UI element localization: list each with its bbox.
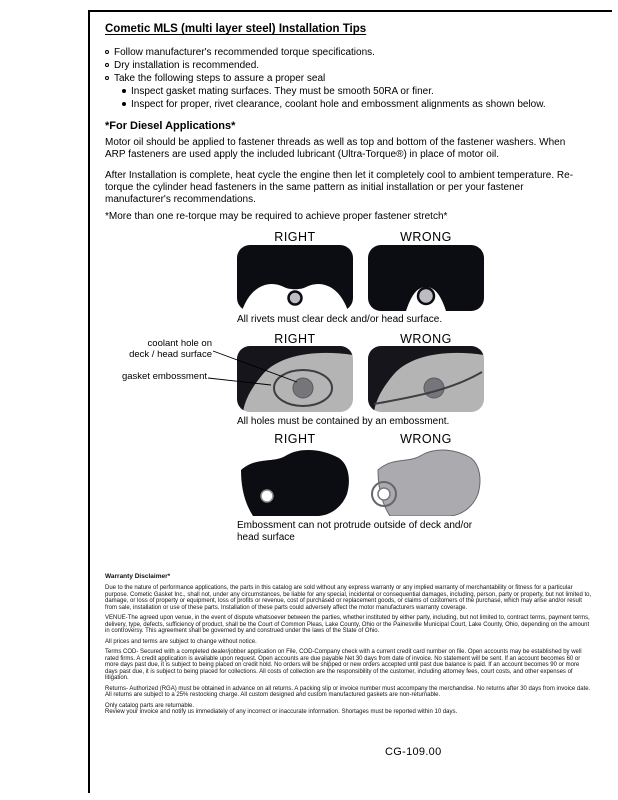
tip-text: Take the following steps to assure a proper seal <box>114 73 326 84</box>
hollow-bullet-icon <box>105 50 109 54</box>
embossment-right-diagram <box>237 446 353 516</box>
disclaimer-paragraph: Only catalog parts are returnable. <box>105 702 195 709</box>
hollow-bullet-icon <box>105 63 109 67</box>
callout-text: coolant hole on <box>147 338 212 349</box>
callout-leader-lines <box>105 230 602 548</box>
right-label: RIGHT <box>274 332 316 346</box>
list-item <box>105 59 602 72</box>
tip-text: Dry installation is recommended. <box>114 60 260 71</box>
diagram-caption: All holes must be contained by an embossment. <box>237 416 450 427</box>
list-sub-item <box>122 85 602 98</box>
list-item <box>105 46 602 59</box>
diagram-section <box>105 230 602 548</box>
diesel-applications-heading: *For Diesel Applications* <box>105 120 236 132</box>
disclaimer-paragraph: VENUE-The agreed upon venue, in the event of dispute whatsoever between the parties, whether instituted by either party, including, but not limited to, contract terms, payment terms, delivery, type, defects, sufficiency of product, shall be the Court of Common Pleas, Lake County, Ohio or the Painesville Municipal Court, Lake County, Ohio, depending on the amount in controversy. This agreement shall be governed by and construed under the laws of the State of Ohio. <box>105 615 590 634</box>
wrong-label: WRONG <box>400 432 452 446</box>
rivet-clearance-wrong-diagram <box>368 245 484 311</box>
coolant-hole-callout <box>115 339 212 360</box>
disclaimer-paragraph: Terms COD- Secured with a completed dealer/jobber application on File, COD-Company check with a current credit card number on file. Open accounts may be established by well rated firms. A credit application is available upon request. Open accounts are due payable Net 30 days from date of invoice. No statement will be sent. If an account becomes 60 or more days past due, it is subject to being placed on credit hold. No orders will be shipped or new orders accepted until past due balance is paid. If an account becomes 90 or more days past due, it is subject to being placed for collections. All costs of collection are the responsibility of the customer, including attorney fees, court costs, and other expenses of litigation. <box>105 649 582 681</box>
bullet-icon <box>122 89 126 93</box>
diesel-paragraph-1: Motor oil should be applied to fastener threads as well as top and bottom of the fastener washers. When ARP fasteners are used apply the included lubricant (Ultra-Torque®) in place of motor oil. <box>105 137 566 160</box>
rivet-clearance-right-diagram <box>237 245 353 311</box>
retorque-note: *More than one re-torque may be required to achieve proper fastener stretch* <box>105 211 448 222</box>
page-number: CG-109.00 <box>385 745 442 758</box>
embossment-wrong-diagram <box>368 446 484 516</box>
diagram-caption: All rivets must clear deck and/or head surface. <box>237 314 443 325</box>
wrong-label: WRONG <box>400 230 452 244</box>
diagram-caption: Embossment can not protrude outside of deck and/or head surface <box>237 520 473 543</box>
tip-text: Follow manufacturer's recommended torque specifications. <box>114 47 375 58</box>
disclaimer-paragraph: Review your invoice and notify us immediately of any incorrect or inaccurate information. Shortages must be reported within 10 days. <box>105 709 458 715</box>
disclaimer-paragraph: Returns- Authorized (RGA) must be obtained in advance on all returns. A packing slip or invoice number must accompany the merchandise. No returns after 30 days from invoice date. All returns are subject to a 25% restocking charge. All custom designed and custom manufactured gaskets are non-returnable. <box>105 685 591 698</box>
warranty-disclaimer <box>105 573 592 716</box>
disclaimer-heading: Warranty Disclaimer* <box>105 573 171 580</box>
gasket-embossment-callout: gasket embossment <box>121 371 207 382</box>
coolant-hole-right-diagram <box>237 346 353 412</box>
list-item <box>105 72 602 85</box>
tip-text: Inspect gasket mating surfaces. They must be smooth 50RA or finer. <box>131 86 434 97</box>
bullet-icon <box>122 102 126 106</box>
hollow-bullet-icon <box>105 76 109 80</box>
coolant-hole-wrong-diagram <box>368 346 484 412</box>
catalog-page-frame <box>88 10 612 793</box>
installation-tips-list <box>105 46 602 111</box>
right-label: RIGHT <box>274 432 316 446</box>
list-sub-item <box>122 98 602 111</box>
tip-text: Inspect for proper, rivet clearance, coolant hole and embossment alignments as shown below. <box>131 99 546 110</box>
page-title: Cometic MLS (multi layer steel) Installation Tips <box>105 23 367 35</box>
diesel-paragraph-2: After Installation is complete, heat cycle the engine then let it completely cool to ambient temperature. Re-torque the cylinder head fasteners in the same pattern as initial installation or per your fastener manufacturer's recommendations. <box>105 170 574 205</box>
disclaimer-paragraph: Due to the nature of performance applications, the parts in this catalog are sold without any express warranty or any implied warranty of merchantability or fitness for a particular purpose. Cometic Gasket Inc., shall not, under any circumstances, be liable for any special, incidental or consequential damages, including, person, party or property, but not limited to, damage, or loss of property or equipment, loss of profits or revenue, cost of purchased or replacement goods, or claims of customers of the purchase, which may arise and/or result from sale, installation or use of these parts. Installation of these parts could adversely affect the motor manufacturers warranty coverage. <box>105 585 592 611</box>
callout-text: deck / head surface <box>129 348 212 360</box>
right-label: RIGHT <box>274 230 316 244</box>
wrong-label: WRONG <box>400 332 452 346</box>
disclaimer-paragraph: All prices and terms are subject to change without notice. <box>105 638 257 645</box>
